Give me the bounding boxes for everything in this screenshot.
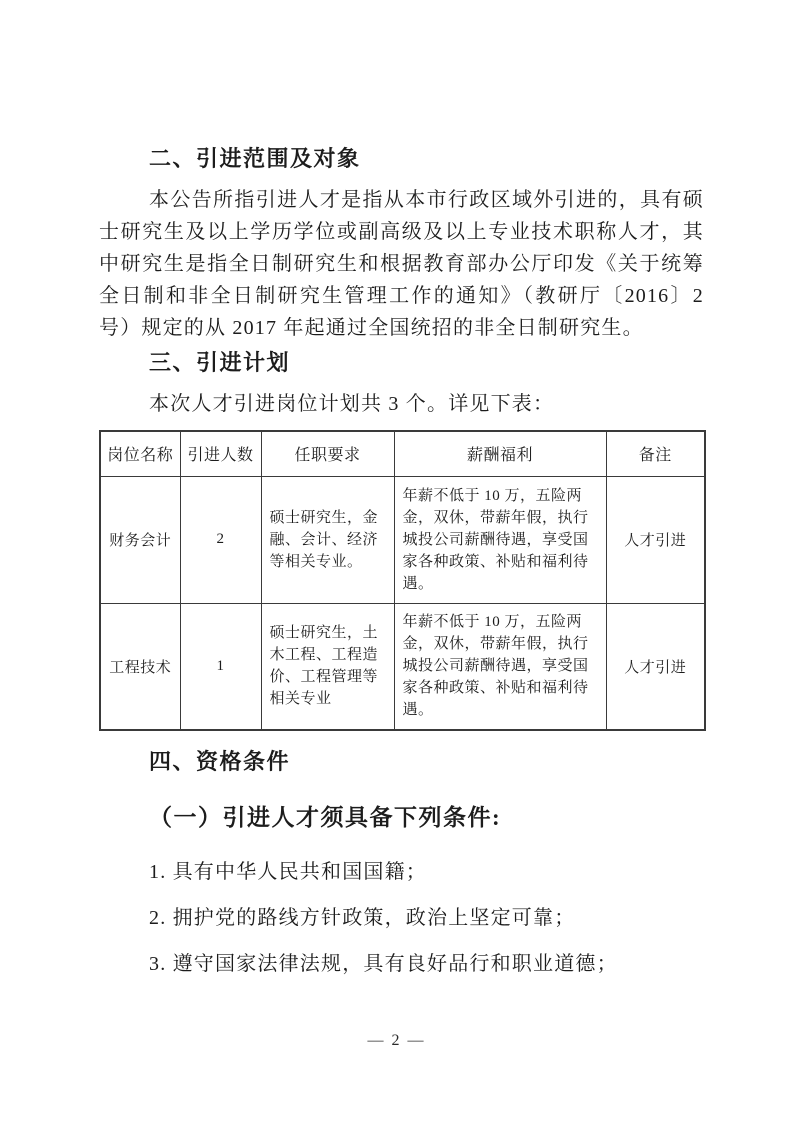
column-header-salary: 薪酬福利 bbox=[394, 431, 606, 476]
page-footer bbox=[0, 1032, 793, 1050]
section-heading-scope: 二、引进范围及对象 bbox=[149, 146, 361, 171]
cell-position-name: 财务会计 bbox=[100, 476, 180, 603]
qualification-item-3: 3. 遵守国家法律法规，具有良好品行和职业道德； bbox=[149, 953, 618, 975]
cell-salary: 年薪不低于 10 万，五险两金，双休，带薪年假，执行城投公司薪酬待遇，享受国家各种政策、补贴和福利待遇。 bbox=[394, 603, 606, 730]
cell-headcount: 2 bbox=[180, 476, 261, 603]
table-header-row bbox=[100, 431, 705, 476]
column-header-headcount: 引进人数 bbox=[180, 431, 261, 476]
table-row bbox=[100, 603, 705, 730]
column-header-position: 岗位名称 bbox=[100, 431, 180, 476]
qualification-item-1: 1. 具有中华人民共和国国籍； bbox=[149, 861, 427, 883]
cell-remark: 人才引进 bbox=[606, 603, 705, 730]
document-content bbox=[99, 144, 704, 994]
cell-requirements: 硕士研究生，金融、会计、经济等相关专业。 bbox=[261, 476, 394, 603]
column-header-remark: 备注 bbox=[606, 431, 705, 476]
cell-salary: 年薪不低于 10 万，五险两金，双休，带薪年假，执行城投公司薪酬待遇，享受国家各种政策、补贴和福利待遇。 bbox=[394, 476, 606, 603]
qualifications-subheading: （一）引进人才须具备下列条件: bbox=[149, 805, 502, 830]
table-row bbox=[100, 476, 705, 603]
section-heading-plan: 三、引进计划 bbox=[149, 350, 291, 375]
cell-headcount: 1 bbox=[180, 603, 261, 730]
qualification-item-2: 2. 拥护党的路线方针政策，政治上坚定可靠； bbox=[149, 907, 576, 929]
cell-position-name: 工程技术 bbox=[100, 603, 180, 730]
section-heading-qualifications: 四、资格条件 bbox=[149, 749, 291, 774]
cell-requirements: 硕士研究生，土木工程、工程造价、工程管理等相关专业 bbox=[261, 603, 394, 730]
scope-paragraph: 本公告所指引进人才是指从本市行政区域外引进的，具有硕士研究生及以上学历学位或副高级及以上专业技术职称人才，其中研究生是指全日制研究生和根据教育部办公厅印发《关于统筹全日制和非全日制研究生管理工作的通知》（教研厅〔2016〕2 号）规定的从 2017 年起通过全国统招的非全日制研究生。 bbox=[99, 189, 704, 339]
page-number: — 2 — bbox=[367, 1032, 426, 1049]
positions-table bbox=[99, 430, 706, 731]
cell-remark: 人才引进 bbox=[606, 476, 705, 603]
plan-intro-text: 本次人才引进岗位计划共 3 个。详见下表： bbox=[149, 393, 555, 415]
column-header-requirements: 任职要求 bbox=[261, 431, 394, 476]
